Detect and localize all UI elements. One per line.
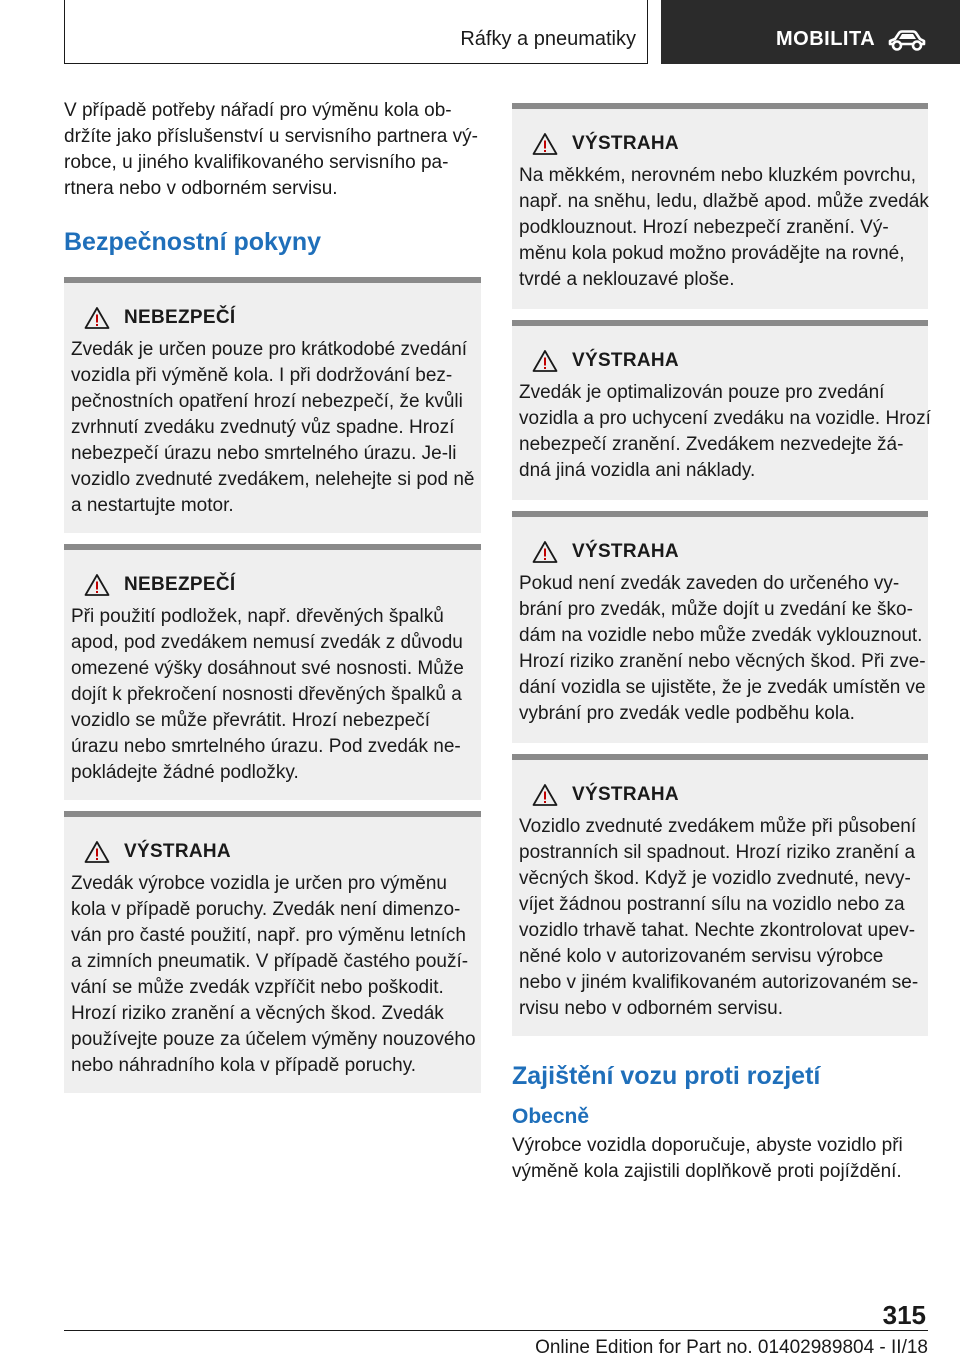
warning-triangle-icon bbox=[532, 349, 558, 373]
warning-title: VÝSTRAHA bbox=[572, 133, 679, 154]
warning-triangle-icon bbox=[84, 306, 110, 330]
heading-wheel-chocks: Zajištění vozu proti rozjetí bbox=[512, 1062, 821, 1090]
warning-text: Při použití podložek, např. dřevěných špalků apod, pod zvedákem nemusí zvedák z důvodu omezené výšky dosáhnout své nosnosti. Může dojít k překročení nosnosti dřevěných špalků a vozidlo se může převrátit. Hrozí nebezpečí úrazu nebo smrtelného úrazu. Pod zvedák ne- pokládejte žádné podložky. bbox=[71, 606, 464, 783]
footer-rule bbox=[64, 1330, 928, 1331]
warning-box bbox=[512, 511, 928, 743]
car-icon bbox=[887, 29, 927, 58]
warning-box bbox=[64, 277, 481, 533]
warning-title: VÝSTRAHA bbox=[572, 541, 679, 562]
warning-triangle-icon bbox=[532, 132, 558, 156]
warning-text: Zvedák je určen pouze pro krátkodobé zvedání vozidla při výměně kola. I při dodržování bez- pečnostních opatření hrozí nebezpečí, že kvůli zvrhnutí zvedáku zvednutý vůz spadne. Hrozí nebezpečí úrazu nebo smrtelného úrazu. Je-li vozidlo zvednuté zvedákem, nelehejte si pod ně a nestartujte motor. bbox=[71, 339, 475, 516]
warning-box bbox=[512, 103, 928, 309]
warning-text: Vozidlo zvednuté zvedákem může při působení postranních sil spadnout. Hrozí riziko zranění a věcných škod. Když je vozidlo zvednuté, nevy- víjet žádnou postranní sílu na vozidlo nebo za vozidlo trhavě tahat. Nechte zkontrolovat upev- něné kolo v autorizovaném servisu výrobce nebo v jiném kvalifikovaném autorizovaném se- rvisu nebo v odborném servisu. bbox=[519, 816, 919, 1019]
warning-title: NEBEZPEČÍ bbox=[124, 574, 236, 595]
warning-triangle-icon bbox=[84, 840, 110, 864]
outro-paragraph: Výrobce vozidla doporučuje, abyste vozidlo při výměně kola zajistili doplňkově proti pojíždění. bbox=[512, 1135, 903, 1182]
warning-text: Na měkkém, nerovném nebo kluzkém povrchu, např. na sněhu, ledu, dlažbě apod. může zvedák podklouznout. Hrozí nebezpečí zranění. Vý- měnu kola pokud možno provádějte na rovné, tvrdé a neklouzavé ploše. bbox=[519, 165, 929, 290]
warning-text: Pokud není zvedák zaveden do určeného vy- brání pro zvedák, může dojít u zvedání ke ško- dám na vozidle nebo může zvedák vyklouznout. Hrozí riziko zranění nebo věcných škod. Při zve- dání vozidla se ujistěte, že je zvedák umístěn ve vybrání pro zvedák vedle podběhu kola. bbox=[519, 573, 926, 724]
warning-text: Zvedák je optimalizován pouze pro zvedání vozidla a pro uchycení zvedáku na vozidle. Hrozí nebezpečí zranění. Zvedákem nezvedejte žá- dná jiná vozidla ani náklady. bbox=[519, 382, 931, 481]
warning-title: NEBEZPEČÍ bbox=[124, 307, 236, 328]
chapter-label: MOBILITA bbox=[776, 28, 876, 50]
page-number: 315 bbox=[882, 1300, 926, 1330]
warning-triangle-icon bbox=[84, 573, 110, 597]
intro-paragraph: V případě potřeby nářadí pro výměnu kola ob- držíte jako příslušenství u servisního partnera vý- robce, u jiného kvalifikovaného servisního pa- rtnera nebo v odborném servisu. bbox=[64, 100, 478, 199]
right-column bbox=[512, 103, 931, 1185]
warning-box bbox=[64, 811, 481, 1093]
warning-title: VÝSTRAHA bbox=[124, 841, 231, 862]
heading-safety: Bezpečnostní pokyny bbox=[64, 228, 321, 256]
section-title: Ráfky a pneumatiky bbox=[460, 28, 636, 50]
warning-title: VÝSTRAHA bbox=[572, 350, 679, 371]
warning-box bbox=[512, 754, 928, 1036]
chapter-tab bbox=[661, 0, 960, 64]
warning-triangle-icon bbox=[532, 783, 558, 807]
edition-note: Online Edition for Part no. 01402989804 - II/18 bbox=[535, 1337, 928, 1358]
left-column bbox=[64, 98, 481, 1093]
warning-title: VÝSTRAHA bbox=[572, 784, 679, 805]
warning-triangle-icon bbox=[532, 540, 558, 564]
subheading-general: Obecně bbox=[512, 1105, 590, 1128]
warning-text: Zvedák výrobce vozidla je určen pro výměnu kola v případě poruchy. Zvedák není dimenzo- ván pro časté použití, např. pro výměnu letních a zimních pneumatik. V případě častého použí- vání se může zvedák vzpříčit nebo poškodit. Hrozí riziko zranění a věcných škod. Zvedák používejte pouze za účelem výměny nouzového nebo náhradního kola v případě poruchy. bbox=[71, 873, 476, 1076]
warning-box bbox=[512, 320, 931, 500]
warning-box bbox=[64, 544, 481, 800]
